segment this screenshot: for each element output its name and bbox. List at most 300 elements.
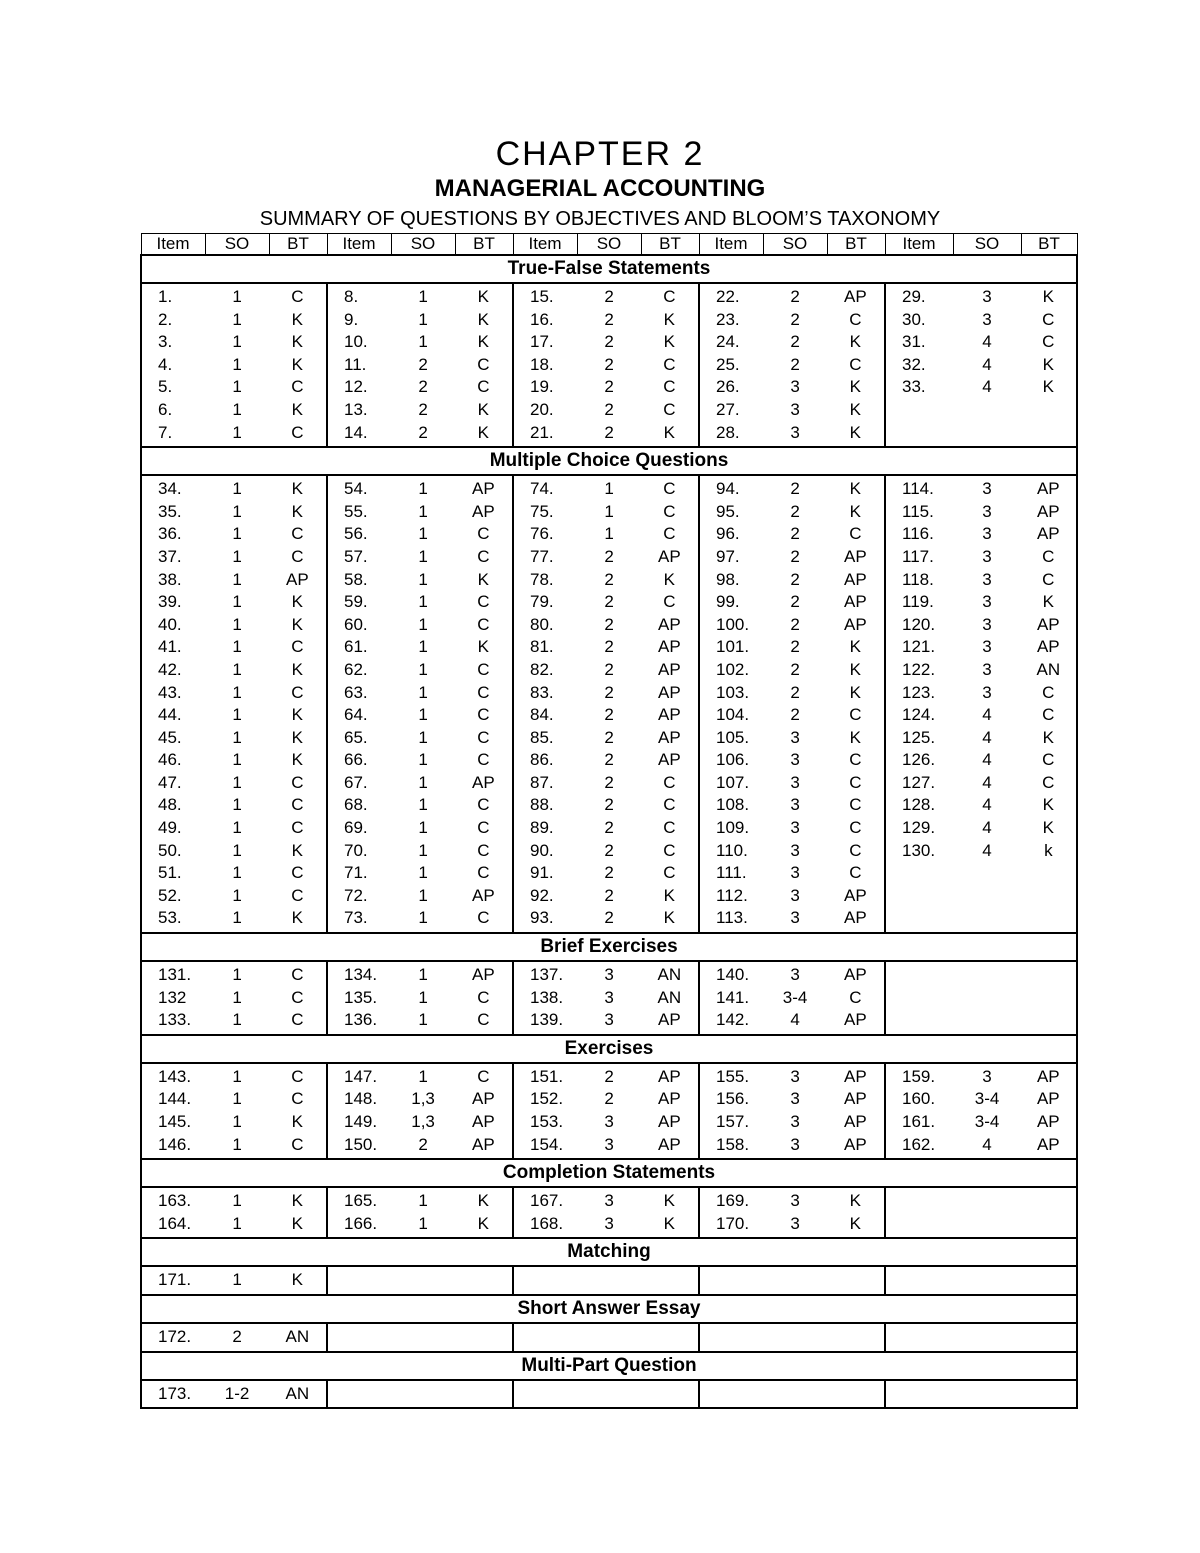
item-number: 65.: [344, 727, 368, 747]
study-objective: 2: [790, 354, 800, 374]
entry-row: [514, 659, 698, 682]
entry-row: [142, 501, 326, 524]
bloom-level: K: [849, 659, 862, 679]
bloom-level: [1021, 1326, 1076, 1349]
entry-row: [886, 840, 1076, 863]
study-objective: 1: [232, 818, 242, 838]
bloom-level: [1021, 964, 1076, 987]
study-objective: 4: [982, 377, 992, 397]
entry-row: [886, 772, 1076, 795]
bloom-level: [1021, 1383, 1076, 1406]
bloom-level: C: [477, 546, 490, 566]
entry-row: [142, 478, 326, 501]
study-objective: 4: [982, 772, 992, 792]
bloom-level: [1021, 862, 1076, 885]
item-number: 3.: [158, 332, 173, 352]
study-objective: 3: [790, 1066, 800, 1086]
bloom-level: K: [477, 1191, 490, 1211]
item-number: 145.: [158, 1112, 192, 1131]
item-number: 149.: [344, 1112, 378, 1131]
bloom-level: C: [291, 863, 304, 883]
study-objective: 2: [604, 309, 614, 329]
study-objective: [391, 1383, 454, 1406]
bloom-level: K: [291, 1213, 304, 1233]
section-body-row: [141, 475, 1077, 933]
entry-row: [328, 1326, 512, 1349]
entry-group: [885, 1323, 1077, 1352]
study-objective: 2: [790, 479, 800, 499]
bloom-level: C: [849, 863, 862, 883]
study-objective: 2: [790, 705, 800, 725]
item-number: 71.: [344, 863, 368, 883]
item-number: 143.: [158, 1066, 192, 1086]
bloom-level: C: [477, 1066, 490, 1086]
entry-row: [328, 1009, 512, 1032]
study-objective: 1: [604, 479, 614, 499]
entry-row: [886, 1269, 1076, 1292]
item-number: 160.: [902, 1089, 936, 1109]
item-number: 40.: [158, 614, 182, 634]
section-header-row: [141, 1352, 1077, 1380]
bloom-level: AP: [844, 1134, 867, 1154]
item-number: 41.: [158, 637, 182, 657]
bloom-level: [455, 1383, 512, 1406]
bloom-level: AP: [472, 479, 495, 499]
bloom-level: AP: [472, 1112, 495, 1131]
item-number: 32.: [902, 354, 926, 374]
entry-row: [700, 659, 884, 682]
item-number: 34.: [158, 479, 182, 499]
entry-row: [700, 682, 884, 705]
item-number: [514, 1326, 577, 1349]
subject-title: MANAGERIAL ACCOUNTING: [434, 175, 766, 202]
study-objective: 2: [604, 682, 614, 702]
section-header-row: [141, 1295, 1077, 1323]
bloom-level: C: [663, 377, 676, 397]
bloom-level: C: [477, 795, 490, 815]
bloom-level: K: [663, 908, 676, 928]
item-number: 108.: [716, 795, 750, 815]
study-objective: 1: [418, 682, 428, 702]
study-objective: 4: [982, 354, 992, 374]
item-number: 110.: [716, 840, 748, 860]
study-objective: [953, 885, 1020, 908]
entry-row: [142, 840, 326, 863]
study-objective: [953, 1009, 1020, 1032]
entry-row: [886, 794, 1076, 817]
entry-row: [328, 885, 512, 908]
entry-row: [886, 1066, 1076, 1089]
study-objective: 2: [790, 546, 800, 566]
entry-row: [328, 591, 512, 614]
item-number: 89.: [530, 818, 554, 838]
item-number: 29.: [902, 287, 926, 306]
entry-row: [514, 422, 698, 445]
bloom-level: C: [291, 885, 304, 905]
bloom-level: AP: [844, 1066, 867, 1086]
column-header: SO: [763, 234, 827, 256]
item-number: 151.: [530, 1066, 564, 1086]
item-number: 53.: [158, 908, 182, 928]
study-objective: 1: [604, 501, 614, 521]
column-header: BT: [269, 234, 327, 256]
bloom-level: [1021, 399, 1076, 422]
item-number: 39.: [158, 592, 182, 612]
item-number: 28.: [716, 422, 740, 442]
section-body-row: [141, 1380, 1077, 1409]
entry-row: [886, 591, 1076, 614]
entry-row: [142, 1383, 326, 1406]
column-header: SO: [205, 234, 269, 256]
entry-row: [142, 659, 326, 682]
bloom-level: C: [477, 1010, 490, 1030]
item-number: 55.: [344, 501, 368, 521]
entry-row: [886, 1326, 1076, 1349]
bloom-level: K: [291, 354, 304, 374]
study-objective: 3: [790, 727, 800, 747]
study-objective: 1: [418, 1191, 428, 1211]
bloom-level: K: [477, 332, 490, 352]
item-number: 164.: [158, 1213, 192, 1233]
entry-row: [142, 569, 326, 592]
study-objective: 3-4: [974, 1089, 1000, 1109]
column-header-row: [141, 234, 1077, 256]
entry-row: [886, 727, 1076, 750]
bloom-level: C: [477, 863, 490, 883]
item-number: 72.: [344, 885, 368, 905]
bloom-level: K: [291, 592, 304, 612]
study-objective: 1: [232, 659, 242, 679]
study-objective: 3: [790, 422, 800, 442]
bloom-level: K: [849, 422, 862, 442]
study-objective: 2: [604, 1089, 614, 1109]
item-number: 118.: [902, 569, 934, 589]
chapter-title: CHAPTER 2: [495, 135, 705, 173]
study-objective: 1: [232, 1066, 242, 1086]
item-number: 121.: [902, 637, 936, 657]
study-objective: 3: [982, 1066, 992, 1086]
study-objective: 1: [232, 908, 242, 928]
bloom-level: C: [849, 750, 862, 770]
section-title: True-False Statements: [141, 255, 1077, 283]
item-number: 81.: [530, 637, 554, 657]
study-objective: 3: [604, 1191, 614, 1211]
bloom-level: AP: [658, 659, 681, 679]
bloom-level: C: [291, 1010, 304, 1030]
entry-group: [699, 1266, 885, 1295]
study-objective: 1: [232, 1010, 242, 1030]
bloom-level: C: [663, 287, 676, 306]
study-objective: 2: [418, 354, 428, 374]
item-number: 1.: [158, 287, 173, 306]
bloom-level: K: [849, 377, 862, 397]
study-objective: 4: [982, 795, 992, 815]
entry-row: [700, 1009, 884, 1032]
bloom-level: K: [1042, 377, 1054, 397]
section-body-row: [141, 1187, 1077, 1238]
entry-row: [886, 286, 1076, 309]
study-objective: 1: [232, 795, 242, 815]
entry-row: [142, 964, 326, 987]
item-number: 140.: [716, 965, 750, 985]
study-objective: [763, 1383, 826, 1406]
item-number: 163.: [158, 1191, 192, 1211]
item-number: 136.: [344, 1010, 378, 1030]
study-objective: 4: [982, 332, 992, 352]
item-number: 120.: [902, 614, 936, 634]
item-number: 69.: [344, 818, 368, 838]
study-objective: 2: [604, 399, 614, 419]
study-objective: 3: [790, 1213, 800, 1233]
entry-row: [328, 727, 512, 750]
bloom-level: C: [849, 309, 862, 329]
entry-row: [700, 478, 884, 501]
column-header: BT: [827, 234, 885, 256]
entry-row: [700, 376, 884, 399]
entry-row: [514, 682, 698, 705]
item-number: 166.: [344, 1213, 378, 1233]
section-header-row: [141, 255, 1077, 283]
bloom-level: K: [663, 885, 676, 905]
section-header-row: [141, 933, 1077, 961]
entry-row: [328, 501, 512, 524]
study-objective: 1: [418, 840, 428, 860]
entry-row: [700, 1213, 884, 1236]
bloom-level: AN: [285, 1383, 310, 1403]
bloom-level: AN: [657, 965, 682, 985]
item-number: 86.: [530, 750, 554, 770]
entry-row: [142, 749, 326, 772]
entry-row: [514, 772, 698, 795]
study-objective: 1: [418, 965, 428, 985]
study-objective: 3: [790, 1134, 800, 1154]
entry-group: [513, 1063, 699, 1159]
item-number: [514, 1383, 577, 1406]
study-objective: 3: [604, 1213, 614, 1233]
study-objective: 2: [790, 524, 800, 544]
bloom-level: K: [849, 479, 862, 499]
item-number: 24.: [716, 332, 740, 352]
study-objective: 2: [604, 885, 614, 905]
study-objective: 1: [418, 479, 428, 499]
questions-table: [140, 233, 1078, 1409]
item-number: 96.: [716, 524, 740, 544]
study-objective: 3: [982, 659, 992, 679]
study-objective: 1: [232, 399, 242, 419]
bloom-level: K: [477, 399, 490, 419]
entry-row: [700, 862, 884, 885]
study-objective: 4: [982, 840, 992, 860]
item-number: 139.: [530, 1010, 564, 1030]
bloom-level: C: [291, 377, 304, 397]
study-objective: 1: [232, 332, 242, 352]
study-objective: [953, 907, 1020, 930]
study-objective: 2: [604, 1066, 614, 1086]
item-number: 45.: [158, 727, 182, 747]
study-objective: 1: [232, 569, 242, 589]
entry-row: [142, 1134, 326, 1157]
study-objective: [577, 1383, 640, 1406]
entry-row: [700, 840, 884, 863]
entry-row: [328, 907, 512, 930]
study-objective: 3-4: [974, 1112, 1000, 1131]
study-objective: 3: [982, 682, 992, 702]
section-title: Multiple Choice Questions: [141, 447, 1077, 475]
column-header: Item: [885, 234, 953, 256]
entry-group: [141, 1380, 327, 1409]
item-number: 173.: [158, 1383, 192, 1403]
bloom-level: C: [477, 354, 490, 374]
entry-row: [700, 749, 884, 772]
study-objective: 4: [790, 1010, 800, 1030]
entry-row: [328, 354, 512, 377]
entry-group: [141, 1187, 327, 1238]
study-objective: [763, 1326, 826, 1349]
entry-row: [886, 817, 1076, 840]
entry-row: [328, 682, 512, 705]
item-number: [700, 1383, 763, 1406]
bloom-level: C: [477, 818, 490, 838]
study-objective: 1: [232, 1213, 242, 1233]
bloom-level: C: [1042, 546, 1055, 566]
bloom-level: C: [1042, 332, 1055, 352]
bloom-level: C: [291, 546, 304, 566]
bloom-level: AP: [844, 287, 867, 306]
entry-row: [700, 569, 884, 592]
study-objective: 1: [418, 908, 428, 928]
bloom-level: AP: [844, 569, 867, 589]
column-header: BT: [1021, 234, 1077, 256]
entry-group: [885, 1380, 1077, 1409]
entry-row: [514, 817, 698, 840]
item-number: [886, 987, 953, 1010]
study-objective: 1: [232, 1270, 242, 1290]
study-objective: 4: [982, 705, 992, 725]
study-objective: 1: [232, 422, 242, 442]
entry-row: [514, 591, 698, 614]
item-number: 58.: [344, 569, 368, 589]
study-objective: 3: [790, 750, 800, 770]
study-objective: 3: [790, 908, 800, 928]
bloom-level: AP: [472, 501, 495, 521]
entry-row: [142, 354, 326, 377]
study-objective: 4: [982, 750, 992, 770]
entry-row: [514, 1134, 698, 1157]
bloom-level: [827, 1269, 884, 1292]
study-objective: 2: [790, 592, 800, 612]
item-number: 62.: [344, 659, 368, 679]
entry-group: [699, 961, 885, 1035]
entry-row: [886, 987, 1076, 1010]
bloom-level: C: [1042, 569, 1055, 589]
bloom-level: C: [291, 987, 304, 1007]
item-number: 132: [158, 987, 187, 1007]
bloom-level: C: [477, 727, 490, 747]
item-number: 50.: [158, 840, 182, 860]
entry-row: [328, 569, 512, 592]
item-number: [328, 1269, 391, 1292]
entry-group: [141, 1266, 327, 1295]
bloom-level: K: [849, 332, 862, 352]
study-objective: 1: [232, 727, 242, 747]
item-number: 60.: [344, 614, 368, 634]
item-number: 84.: [530, 705, 554, 725]
bloom-level: K: [291, 705, 304, 725]
study-objective: 1-2: [224, 1383, 250, 1403]
bloom-level: K: [477, 422, 490, 442]
item-number: 16.: [530, 309, 554, 329]
study-objective: 3: [790, 965, 800, 985]
item-number: 119.: [902, 592, 934, 612]
entry-row: [700, 354, 884, 377]
bloom-level: C: [477, 987, 490, 1007]
bloom-level: K: [849, 501, 862, 521]
entry-row: [886, 546, 1076, 569]
entry-row: [886, 1213, 1076, 1236]
bloom-level: AP: [658, 1089, 681, 1109]
bloom-level: K: [849, 727, 862, 747]
entry-group: [513, 283, 699, 447]
entry-group: [885, 283, 1077, 447]
entry-row: [514, 331, 698, 354]
bloom-level: C: [1042, 705, 1055, 725]
bloom-level: k: [1044, 840, 1053, 860]
entry-row: [886, 331, 1076, 354]
entry-row: [514, 478, 698, 501]
bloom-level: AN: [657, 987, 682, 1007]
bloom-level: C: [663, 592, 676, 612]
item-number: 168.: [530, 1213, 564, 1233]
entry-row: [514, 862, 698, 885]
bloom-level: C: [477, 682, 490, 702]
item-number: 47.: [158, 772, 182, 792]
item-number: 93.: [530, 908, 554, 928]
item-number: 44.: [158, 705, 182, 725]
study-objective: [953, 987, 1020, 1010]
entry-row: [328, 817, 512, 840]
item-number: 137.: [530, 965, 564, 985]
entry-group: [327, 1323, 513, 1352]
study-objective: 3: [790, 1089, 800, 1109]
study-objective: 2: [790, 569, 800, 589]
entry-row: [886, 862, 1076, 885]
entry-row: [514, 885, 698, 908]
entry-group: [327, 475, 513, 933]
entry-group: [699, 283, 885, 447]
section-title: Brief Exercises: [141, 933, 1077, 961]
entry-row: [886, 1111, 1076, 1134]
entry-group: [141, 283, 327, 447]
entry-row: [328, 1383, 512, 1406]
column-header: SO: [577, 234, 641, 256]
study-objective: 2: [604, 795, 614, 815]
item-number: 15.: [530, 287, 554, 306]
bloom-level: K: [1042, 592, 1054, 612]
entry-row: [142, 727, 326, 750]
bloom-level: K: [477, 1213, 490, 1233]
bloom-level: C: [291, 1134, 304, 1154]
item-number: 59.: [344, 592, 368, 612]
entry-group: [513, 1323, 699, 1352]
study-objective: 2: [790, 501, 800, 521]
item-number: [328, 1326, 391, 1349]
study-objective: 1: [418, 309, 428, 329]
entry-row: [886, 682, 1076, 705]
item-number: 66.: [344, 750, 368, 770]
study-objective: 1: [232, 705, 242, 725]
item-number: [886, 862, 953, 885]
item-number: 7.: [158, 422, 173, 442]
